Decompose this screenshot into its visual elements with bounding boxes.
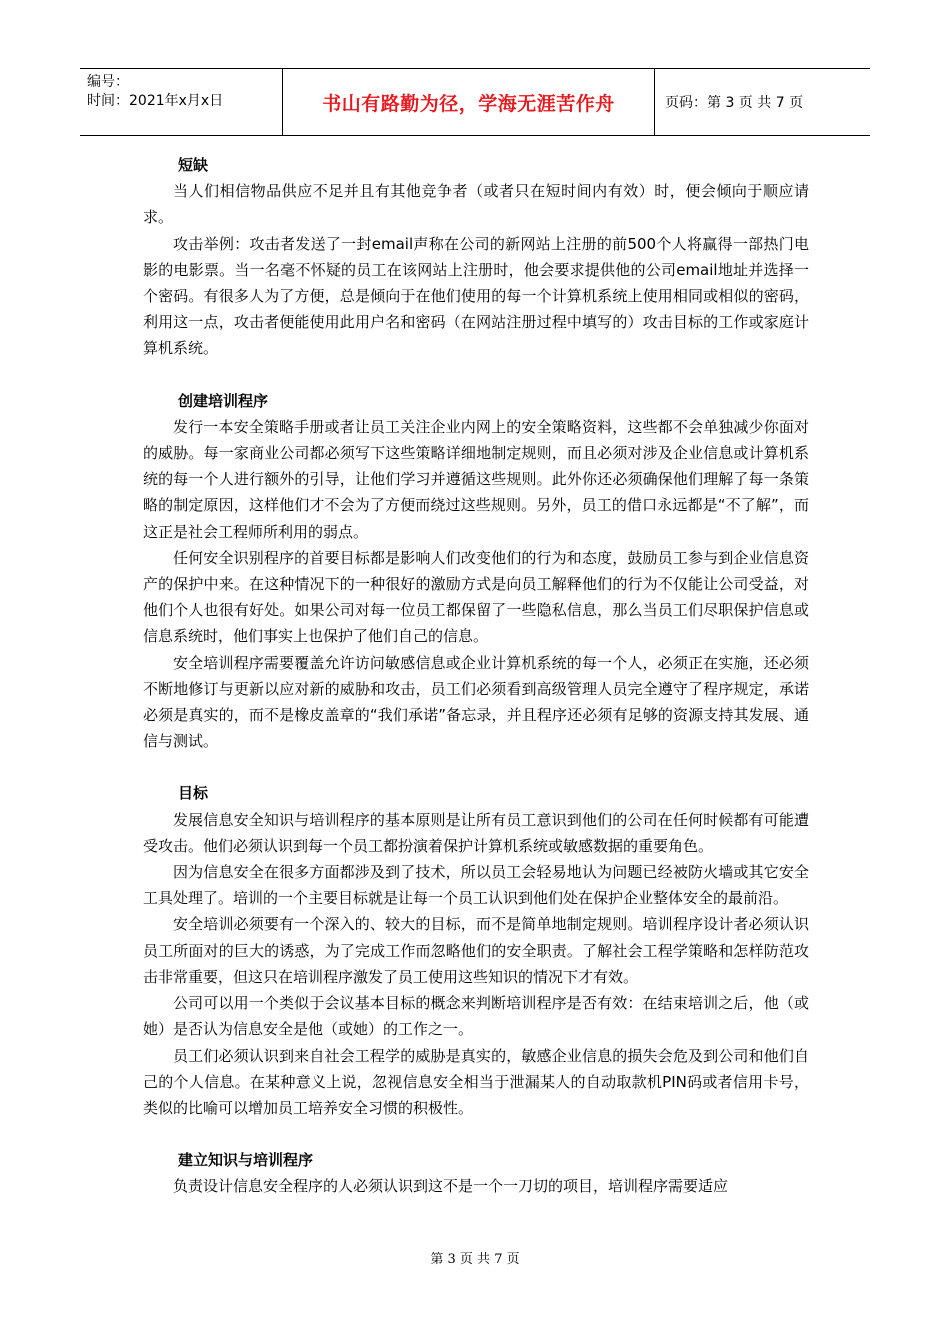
paragraph: 任何安全识别程序的首要目标都是影响人们改变他们的行为和态度，鼓励员工参与到企业信息资产的保护中来。在这种情况下的一种很好的激励方式是向员工解释他们的行为不仅能让公司受益，对他们个人也很有好处。如果公司对每一位员工都保留了一些隐私信息，那么当员工们尽职保护信息或信息系统时，他们事实上也保护了他们自己的信息。 (143, 548, 809, 646)
paragraph: 公司可以用一个类似于会议基本目标的概念来判断培训程序是否有效：在结束培训之后，他（或她）是否认为信息安全是他（或她）的工作之一。 (143, 994, 809, 1039)
section-title: 目标 (178, 784, 209, 803)
section-goals (143, 780, 809, 1121)
paragraph: 安全培训程序需要覆盖允许访问敏感信息或企业计算机系统的每一个人，必须正在实施，还必须不断地修订与更新以应对新的威胁和攻击，员工们必须看到高级管理人员完全遵守了程序规定，承诺必须是真实的，而不是橡皮盖章的“我们承诺”备忘录，并且程序还必须有足够的资源支持其发展、通信与测试。 (143, 653, 809, 751)
section-scarcity (143, 152, 809, 362)
paragraph: 发行一本安全策略手册或者让员工关注企业内网上的安全策略资料，这些都不会单独减少你面对的威胁。每一家商业公司都必须写下这些策略详细地制定规则，而且必须对涉及企业信息或计算机系统的每一个人进行额外的引导，让他们学习并遵循这些规则。此外你还必须确保他们理解了每一条策略的制定原因，这样他们才不会为了方便而绕过这些规则。另外，员工的借口永远都是“不了解”，而这正是社会工程师所利用的弱点。 (143, 417, 809, 541)
paragraph: 负责设计信息安全程序的人必须认识到这不是一个一刀切的项目，培训程序需要适应 (173, 1177, 729, 1196)
section-build-program (143, 1147, 809, 1199)
page-footer: 第 3 页 共 7 页 (430, 1252, 520, 1267)
header-page-number: 页码：第 3 页 共 7 页 (665, 95, 804, 111)
section-title: 建立知识与培训程序 (178, 1151, 314, 1170)
page-header (80, 68, 870, 136)
paragraph: 因为信息安全在很多方面都涉及到了技术，所以员工会轻易地认为问题已经被防火墙或其它安全工具处理了。培训的一个主要目标就是让每一个员工认识到他们处在保护企业整体安全的最前沿。 (143, 863, 809, 908)
header-meta-cell (80, 69, 283, 135)
section-title: 创建培训程序 (178, 391, 269, 410)
section-title: 短缺 (178, 156, 209, 174)
section-create-training (143, 388, 809, 755)
document-body (143, 152, 809, 1200)
paragraph: 发展信息安全知识与培训程序的基本原则是让所有员工意识到他们的公司在任何时候都有可能遭受攻击。他们必须认识到每一个员工都扮演着保护计算机系统或敏感数据的重要角色。 (143, 810, 809, 855)
paragraph: 安全培训必须要有一个深入的、较大的目标，而不是简单地制定规则。培训程序设计者必须认识员工所面对的巨大的诱惑，为了完成工作而忽略他们的安全职责。了解社会工程学策略和怎样防范攻击非常重要，但这只在培训程序激发了员工使用这些知识的情况下才有效。 (143, 915, 809, 986)
paragraph: 员工们必须认识到来自社会工程学的威胁是真实的，敏感企业信息的损失会危及到公司和他们自己的个人信息。在某种意义上说，忽视信息安全相当于泄漏某人的自动取款机PIN码或者信用卡号，类似的比喻可以增加员工培养安全习惯的积极性。 (143, 1046, 809, 1117)
document-number-label: 编号： (87, 74, 129, 90)
document-time-label: 时间：2021年x月x日 (87, 93, 224, 109)
paragraph: 攻击举例：攻击者发送了一封email声称在公司的新网站上注册的前500个人将赢得一部热门电影的电影票。当一名毫不怀疑的员工在该网站上注册时，他会要求提供他的公司email地址并选择一个密码。有很多人为了方便，总是倾向于在他们使用的每一个计算机系统上使用相同或相似的密码，利用这一点，攻击者便能使用此用户名和密码（在网站注册过程中填写的）攻击目标的工作或家庭计算机系统。 (143, 234, 809, 358)
header-motto: 书山有路勤为径，学海无涯苦作舟 (283, 69, 655, 135)
paragraph: 当人们相信物品供应不足并且有其他竞争者（或者只在短时间内有效）时，便会倾向于顺应请求。 (143, 182, 809, 227)
